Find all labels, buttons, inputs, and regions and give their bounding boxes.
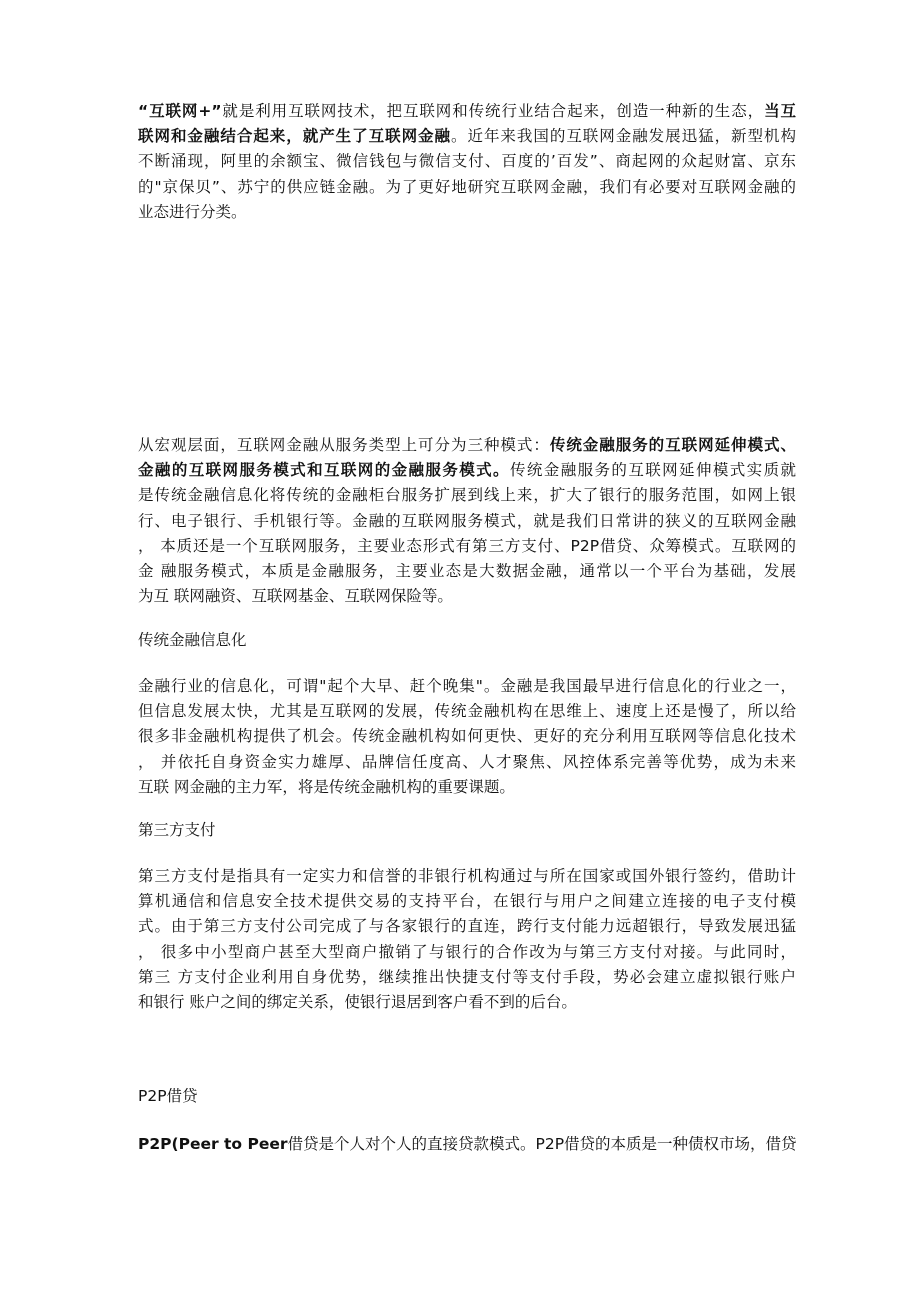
paragraph-line (138, 460, 796, 480)
paragraph-line (138, 676, 796, 696)
text: 为互 联网融资、互联网基金、互联网保险等。 (138, 587, 453, 606)
paragraph-line (138, 485, 796, 505)
paragraph-line (138, 942, 796, 962)
text: 金 融服务模式，本质是金融服务，主要业态是大数据金融，通常以一个平台为基础，发展 (138, 562, 796, 580)
bold-text: 联网和金融结合起来，就产生了互联网金融 (138, 127, 451, 146)
paragraph-line (138, 435, 796, 455)
paragraph-line (138, 511, 796, 531)
text: 互联 网金融的主力军，将是传统金融机构的重要课题。 (138, 777, 515, 796)
section-heading (138, 820, 796, 840)
text: 算机通信和信息安全技术提供交易的支持平台，在银行与用户之间建立连接的电子支付模 (138, 892, 796, 911)
paragraph-line (138, 586, 796, 606)
paragraph-line (138, 866, 796, 886)
text: 借贷是个人对个人的直接贷款模式。P2P借贷的本质是一种债权市场，借贷 (287, 1135, 797, 1153)
paragraph-line (138, 752, 796, 772)
text: ， 并依托自身资金实力雄厚、品牌信任度高、人才聚焦、风控体系完善等优势，成为未来 (138, 752, 796, 771)
text: ， 很多中小型商户甚至大型商户撤销了与银行的合作改为与第三方支付对接。与此同时， (138, 942, 796, 961)
paragraph-line (138, 536, 796, 556)
paragraph-line (138, 126, 796, 146)
paragraph-line (138, 561, 796, 581)
paragraph-line (138, 202, 796, 222)
bold-text: 传统金融服务的互联网延伸模式、 (549, 436, 796, 454)
text: 金融行业的信息化，可谓"起个大早、赶个晚集"。金融是我国最早进行信息化的行业之一， (138, 677, 796, 695)
bold-text: P2P(Peer to Peer (138, 1135, 288, 1153)
text: 从宏观层面，互联网金融从服务类型上可分为三种模式： (138, 436, 550, 454)
text: 就是利用互联网技术，把互联网和传统行业结合起来，创造一种新的生态， (221, 102, 765, 120)
paragraph-line (138, 151, 796, 171)
text: 第三 方支付企业利用自身优势，继续推出快捷支付等支付手段，势必会建立虚拟银行账户 (138, 967, 796, 986)
text: 是传统金融信息化将传统的金融柜台服务扩展到线上来，扩大了银行的服务范围，如网上银 (138, 486, 796, 505)
paragraph-line (138, 701, 796, 721)
bold-text: 金融的互联网服务模式和互联网的金融服务模式。 (138, 461, 510, 480)
text: ， 本质还是一个互联网服务，主要业态形式有第三方支付、P2P借贷、众筹模式。互联网的 (138, 536, 796, 555)
paragraph-line (138, 777, 796, 797)
paragraph-line (138, 1134, 796, 1154)
paragraph-line (138, 101, 796, 121)
paragraph-line (138, 177, 796, 197)
text: 第三方支付 (138, 821, 216, 839)
text: 的"京保贝”、苏宁的供应链金融。为了更好地研究互联网金融，我们有必要对互联网金融的 (138, 177, 796, 196)
text: 不断涌现，阿里的余额宝、微信钱包与微信支付、百度的’百发”、商起网的众起财富、京东 (138, 152, 796, 171)
text: 行、电子银行、手机银行等。金融的互联网服务模式，就是我们日常讲的狭义的互联网金融 (138, 511, 796, 530)
bold-text: 当互 (764, 102, 796, 120)
text: 传统金融信息化 (138, 631, 247, 649)
paragraph-line (138, 726, 796, 746)
text: 和银行 账户之间的绑定关系，使银行退居到客户看不到的后台。 (138, 993, 577, 1011)
text: P2P借贷 (138, 1087, 198, 1105)
text: 业态进行分类。 (138, 202, 247, 221)
section-heading (138, 630, 796, 650)
text: 但信息发展太快，尤其是互联网的发展，传统金融机构在思维上、速度上还是慢了，所以给 (138, 702, 796, 721)
section-heading (138, 1086, 796, 1106)
paragraph-line (138, 891, 796, 911)
text: 传统金融服务的互联网延伸模式实质就 (509, 461, 796, 480)
text: 式。由于第三方支付公司完成了与各家银行的直连，跨行支付能力远超银行，导致发展迅猛 (138, 917, 796, 936)
paragraph-line (138, 967, 796, 987)
text: 很多非金融机构提供了机会。传统金融机构如何更快、更好的充分利用互联网等信息化技术 (138, 727, 796, 746)
paragraph-line (138, 916, 796, 936)
paragraph-line (138, 992, 796, 1012)
bold-text: “互联网+” (138, 102, 222, 120)
text: 第三方支付是指具有一定实力和信誉的非银行机构通过与所在国家或国外银行签约，借助计 (138, 867, 796, 885)
text: 。近年来我国的互联网金融发展迅猛，新型机构 (451, 127, 796, 146)
